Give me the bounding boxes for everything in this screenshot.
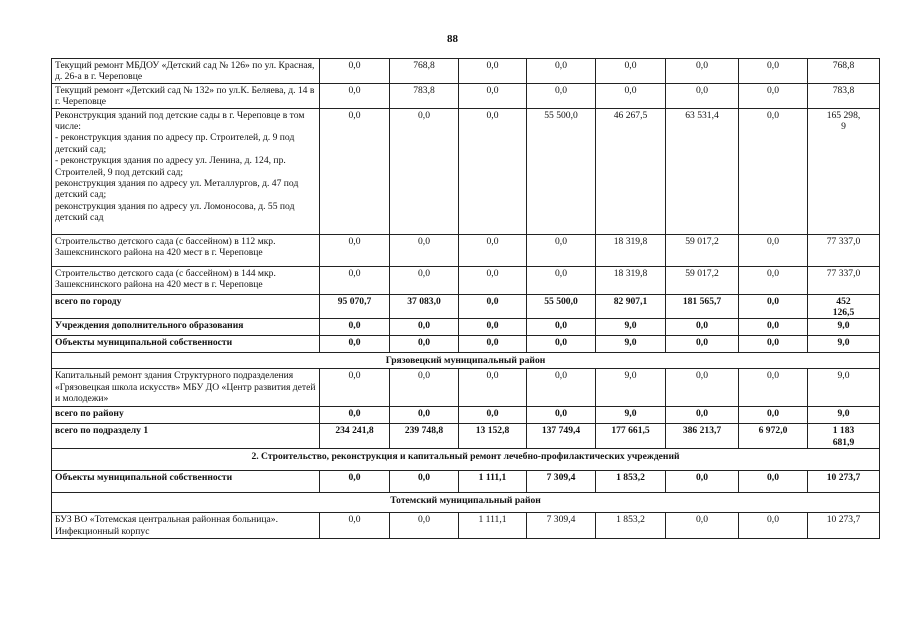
total-row xyxy=(52,407,880,424)
value-cell: 0,0 xyxy=(459,108,527,234)
row-name-cell: Текущий ремонт «Детский сад № 132» по ул.К. Беляева, д. 14 в г. Череповце xyxy=(52,83,320,108)
value-cell: 9,0 xyxy=(596,407,666,424)
value-cell: 46 267,5 xyxy=(596,108,666,234)
value-cell: 0,0 xyxy=(527,234,596,266)
value-cell: 0,0 xyxy=(459,83,527,108)
value-cell: 0,0 xyxy=(739,294,808,319)
value-cell: 0,0 xyxy=(320,513,390,539)
value-cell: 0,0 xyxy=(320,83,390,108)
value-cell: 0,0 xyxy=(320,407,390,424)
value-cell: 18 319,8 xyxy=(596,234,666,266)
value-cell: 0,0 xyxy=(527,83,596,108)
value-cell: 0,0 xyxy=(459,319,527,336)
value-cell: 0,0 xyxy=(666,369,739,407)
value-cell: 0,0 xyxy=(459,407,527,424)
value-cell: 0,0 xyxy=(320,319,390,336)
value-cell: 10 273,7 xyxy=(808,471,880,493)
total-row xyxy=(52,424,880,449)
value-cell: 768,8 xyxy=(390,59,459,84)
value-cell: 0,0 xyxy=(527,59,596,84)
row-name-cell: всего по району xyxy=(52,407,320,424)
table-body xyxy=(52,59,880,539)
value-cell: 0,0 xyxy=(320,234,390,266)
value-cell: 0,0 xyxy=(459,234,527,266)
row-name-cell: всего по подразделу 1 xyxy=(52,424,320,449)
value-cell: 63 531,4 xyxy=(666,108,739,234)
value-cell: 7 309,4 xyxy=(527,471,596,493)
row-name-cell: Строительство детского сада (с бассейном) в 144 мкр. Зашекснинского района на 420 мест в г. Череповце xyxy=(52,266,320,294)
value-cell: 9,0 xyxy=(596,319,666,336)
row-name-cell: Строительство детского сада (с бассейном) в 112 мкр. Зашекснинского района на 420 мест в г. Череповце xyxy=(52,234,320,266)
value-cell: 0,0 xyxy=(739,108,808,234)
value-cell: 0,0 xyxy=(459,59,527,84)
value-cell: 0,0 xyxy=(320,336,390,353)
total-row xyxy=(52,471,880,493)
value-cell: 0,0 xyxy=(739,83,808,108)
value-cell: 0,0 xyxy=(739,319,808,336)
value-cell: 1 853,2 xyxy=(596,471,666,493)
value-cell: 13 152,8 xyxy=(459,424,527,449)
value-cell: 0,0 xyxy=(390,513,459,539)
value-cell: 1 853,2 xyxy=(596,513,666,539)
value-cell: 177 661,5 xyxy=(596,424,666,449)
row-name-cell: БУЗ ВО «Тотемская центральная районная больница». Инфекционный корпус xyxy=(52,513,320,539)
value-cell: 82 907,1 xyxy=(596,294,666,319)
page-number: 88 xyxy=(447,33,458,45)
value-cell: 0,0 xyxy=(320,59,390,84)
value-cell: 0,0 xyxy=(666,407,739,424)
section-header-row xyxy=(52,353,880,369)
value-cell: 0,0 xyxy=(739,513,808,539)
value-cell: 77 337,0 xyxy=(808,234,880,266)
value-cell: 9,0 xyxy=(596,369,666,407)
table-row xyxy=(52,266,880,294)
value-cell: 0,0 xyxy=(320,108,390,234)
value-cell: 0,0 xyxy=(390,266,459,294)
section-title: Тотемский муниципальный район xyxy=(52,493,880,513)
value-cell: 9,0 xyxy=(596,336,666,353)
value-cell: 0,0 xyxy=(459,369,527,407)
value-cell: 9,0 xyxy=(808,407,880,424)
value-cell: 0,0 xyxy=(739,266,808,294)
value-cell: 0,0 xyxy=(666,83,739,108)
value-cell: 0,0 xyxy=(320,471,390,493)
value-cell: 0,0 xyxy=(390,336,459,353)
value-cell: 0,0 xyxy=(459,266,527,294)
total-row xyxy=(52,319,880,336)
section-title: 2. Строительство, реконструкция и капитальный ремонт лечебно-профилактических учреждений xyxy=(52,449,880,471)
value-cell: 783,8 xyxy=(390,83,459,108)
total-row xyxy=(52,336,880,353)
value-cell: 0,0 xyxy=(739,471,808,493)
value-cell: 95 070,7 xyxy=(320,294,390,319)
value-cell: 137 749,4 xyxy=(527,424,596,449)
value-cell: 0,0 xyxy=(390,407,459,424)
table-row xyxy=(52,513,880,539)
row-name-cell: Объекты муниципальной собственности xyxy=(52,336,320,353)
value-cell: 0,0 xyxy=(527,319,596,336)
value-cell: 0,0 xyxy=(596,83,666,108)
value-cell: 59 017,2 xyxy=(666,266,739,294)
value-cell: 0,0 xyxy=(390,471,459,493)
value-cell: 0,0 xyxy=(459,336,527,353)
value-cell: 234 241,8 xyxy=(320,424,390,449)
table-row xyxy=(52,234,880,266)
value-cell: 0,0 xyxy=(390,369,459,407)
value-cell: 77 337,0 xyxy=(808,266,880,294)
row-name-cell: Капитальный ремонт здания Структурного подразделения «Грязовецкая школа искусств» МБУ ДО «Центр развития детей и молодежи» xyxy=(52,369,320,407)
row-name-cell: Учреждения дополнительного образования xyxy=(52,319,320,336)
value-cell: 0,0 xyxy=(527,336,596,353)
value-cell: 9,0 xyxy=(808,336,880,353)
value-cell: 0,0 xyxy=(739,59,808,84)
value-cell: 0,0 xyxy=(459,294,527,319)
value-cell: 0,0 xyxy=(390,234,459,266)
value-cell: 18 319,8 xyxy=(596,266,666,294)
value-cell: 0,0 xyxy=(666,471,739,493)
value-cell: 0,0 xyxy=(666,319,739,336)
value-cell: 9,0 xyxy=(808,369,880,407)
value-cell: 239 748,8 xyxy=(390,424,459,449)
value-cell: 0,0 xyxy=(527,407,596,424)
table-row xyxy=(52,108,880,234)
value-cell: 1 111,1 xyxy=(459,513,527,539)
row-name-cell: всего по городу xyxy=(52,294,320,319)
value-cell: 55 500,0 xyxy=(527,108,596,234)
value-cell: 386 213,7 xyxy=(666,424,739,449)
total-row xyxy=(52,294,880,319)
value-cell: 10 273,7 xyxy=(808,513,880,539)
value-cell: 0,0 xyxy=(527,369,596,407)
value-cell: 0,0 xyxy=(527,266,596,294)
value-cell: 6 972,0 xyxy=(739,424,808,449)
value-cell: 0,0 xyxy=(666,59,739,84)
value-cell: 0,0 xyxy=(320,369,390,407)
value-cell: 0,0 xyxy=(739,407,808,424)
table-row xyxy=(52,59,880,84)
value-cell: 0,0 xyxy=(666,513,739,539)
section-title: Грязовецкий муниципальный район xyxy=(52,353,880,369)
row-name-cell: Реконструкция зданий под детские сады в г. Череповце в том числе: - реконструкция здания по адресу пр. Строителей, д. 9 под детский сад; - реконструкция здания по адресу ул. Ленина, д. 124, пр. Строителей, 9 под детский сад; реконструкция здания по адресу ул. Металлургов, д. 47 под детский сад; реконструкция здания по адресу ул. Ломоносова, д. 55 под детский сад xyxy=(52,108,320,234)
value-cell: 59 017,2 xyxy=(666,234,739,266)
value-cell: 0,0 xyxy=(390,108,459,234)
value-cell: 7 309,4 xyxy=(527,513,596,539)
table-row xyxy=(52,369,880,407)
section-header-row xyxy=(52,493,880,513)
value-cell: 165 298, 9 xyxy=(808,108,880,234)
row-name-cell: Текущий ремонт МБДОУ «Детский сад № 126» по ул. Красная, д. 26-а в г. Череповце xyxy=(52,59,320,84)
value-cell: 9,0 xyxy=(808,319,880,336)
value-cell: 768,8 xyxy=(808,59,880,84)
budget-table xyxy=(51,58,880,539)
value-cell: 37 083,0 xyxy=(390,294,459,319)
value-cell: 1 111,1 xyxy=(459,471,527,493)
value-cell: 55 500,0 xyxy=(527,294,596,319)
value-cell: 783,8 xyxy=(808,83,880,108)
value-cell: 0,0 xyxy=(596,59,666,84)
value-cell: 0,0 xyxy=(739,336,808,353)
value-cell: 0,0 xyxy=(390,319,459,336)
value-cell: 0,0 xyxy=(320,266,390,294)
value-cell: 1 183 681,9 xyxy=(808,424,880,449)
value-cell: 181 565,7 xyxy=(666,294,739,319)
table-row xyxy=(52,83,880,108)
value-cell: 0,0 xyxy=(739,234,808,266)
row-name-cell: Объекты муниципальной собственности xyxy=(52,471,320,493)
section-header-row xyxy=(52,449,880,471)
value-cell: 452 126,5 xyxy=(808,294,880,319)
value-cell: 0,0 xyxy=(739,369,808,407)
value-cell: 0,0 xyxy=(666,336,739,353)
